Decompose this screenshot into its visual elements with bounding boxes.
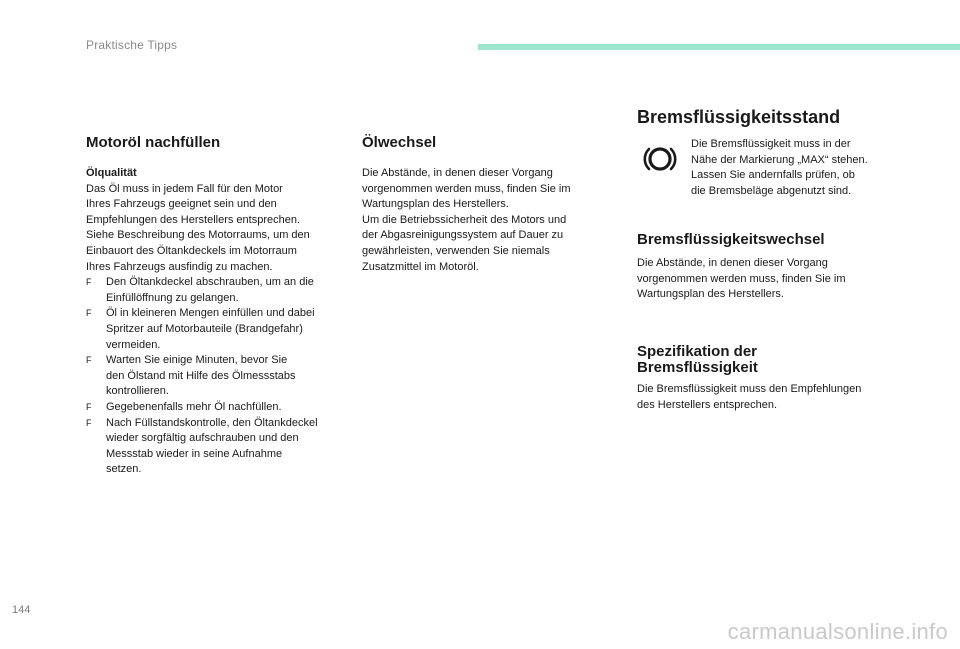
bullet-icon: F [86, 308, 92, 319]
heading-motoroel: Motoröl nachfüllen [86, 134, 221, 151]
column-motoroel [86, 135, 356, 478]
list-item: F Warten Sie einige Minuten, bevor Sie den Ölstand mit Hilfe des Ölmessstabs kontrollieren. [86, 354, 296, 398]
bullet-icon: F [86, 355, 92, 366]
page-number: 144 [12, 604, 31, 616]
column-oelwechsel [362, 135, 612, 275]
list-item: F Den Öltankdeckel abschrauben, um an die Einfüllöffnung zu gelangen. [86, 276, 314, 304]
watermark-text: carmanualsonline.info [727, 619, 948, 644]
brake-warning-icon [640, 143, 680, 175]
heading-bremsfluessigkeitsstand: Bremsflüssigkeitsstand [637, 107, 841, 127]
list-item: F Nach Füllstandskontrolle, den Öltankdeckel wieder sorgfältig aufschrauben und den Messstab wieder in seine Aufnahme setzen. [86, 416, 318, 476]
heading-spezifikation: Spezifikation der Bremsflüssigkeit [637, 343, 758, 376]
oelwechsel-text: Die Abstände, in denen dieser Vorgang vorgenommen werden muss, finden Sie im Wartungsplan des Herstellers. Um die Betriebssicherheit des Motors und der Abgasreinigungssystem auf Dauer zu gewährleisten, verwenden Sie niemals Zusatzmittel im Motoröl. [362, 167, 571, 273]
subheading-oelqualitaet: Ölqualität [86, 167, 137, 179]
bullet-icon: F [86, 417, 92, 428]
instruction-list [86, 275, 356, 478]
list-item: F Gegebenenfalls mehr Öl nachfüllen. [86, 400, 356, 416]
spec-text: Die Bremsflüssigkeit muss den Empfehlungen des Herstellers entsprechen. [637, 383, 862, 411]
section-label: Praktische Tipps [86, 38, 178, 52]
intro-text: Das Öl muss in jedem Fall für den Motor Ihres Fahrzeugs geeignet sein und den Empfehlungen des Herstellers entsprechen. Siehe Beschreibung des Motorraums, um den Einbauort des Öltankdeckels im Motorraum Ihres Fahrzeugs ausfindig zu machen. [86, 182, 310, 273]
bullet-icon: F [86, 401, 92, 412]
bullet-icon: F [86, 277, 92, 288]
list-item: F Öl in kleineren Mengen einfüllen und dabei Spritzer auf Motorbauteile (Brandgefahr) vermeiden. [86, 307, 315, 351]
heading-bremsfluessigkeitswechsel: Bremsflüssigkeitswechsel [637, 231, 825, 248]
brake-change-text: Die Abstände, in denen dieser Vorgang vorgenommen werden muss, finden Sie im Wartungsplan des Herstellers. [637, 257, 846, 301]
accent-bar [478, 44, 960, 50]
brake-level-text: Die Bremsflüssigkeit muss in der Nähe der Markierung „MAX“ stehen. Lassen Sie andernfalls prüfen, ob die Bremsbeläge abgenutzt sind. [691, 138, 868, 197]
heading-oelwechsel: Ölwechsel [362, 134, 437, 151]
